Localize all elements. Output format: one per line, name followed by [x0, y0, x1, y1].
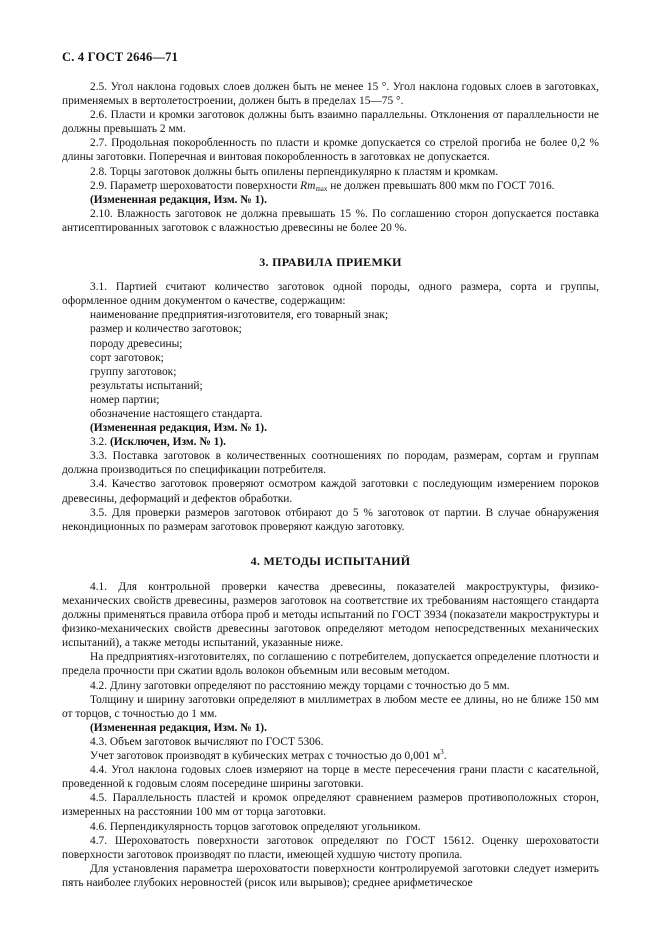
clause-2-9 — [62, 179, 599, 193]
list-item: результаты испытаний; — [90, 379, 203, 392]
roughness-symbol: Rm — [300, 179, 316, 192]
clause-4-7: 4.7. Шероховатость поверхности заготовок определяют по ГОСТ 15612. Оценку шероховатости поверхности заготовок производят по пласти, имеющей худшую чистоту пропила. — [62, 834, 599, 861]
clause-4-1: 4.1. Для контрольной проверки качества древесины, показателей макроструктуры, физико-механических свойств древесины, размеров заготовок на соответствие их требованиям настоящего стандарта должны применяться правила отбора проб и методы испытаний по ГОСТ 3934 (показатели макроструктуры и физико-механических свойств древесины заготовок определяют методом непосредственных механических испытаний), а также методы испытаний, указанные ниже. — [62, 580, 599, 650]
clause-4-3-period: . — [443, 750, 447, 763]
clause-3-3: 3.3. Поставка заготовок в количественных соотношениях по породам, размерам, сортам и группам должна производиться по спецификации потребителя. — [62, 450, 599, 477]
clause-3-4: 3.4. Качество заготовок проверяют осмотром каждой заготовки с последующим измерением пороков древесины, деформаций и дефектов обработки. — [62, 478, 599, 505]
clause-3-1: 3.1. Партией считают количество заготовок одной породы, одного размера, сорта и группы, оформленное одним документом о качестве, содержащим: — [62, 281, 599, 308]
clause-4-2-paragraph-2: Толщину и ширину заготовки определяют в миллиметрах в любом месте ее длины, но не ближе 150 мм от торцов, с точностью до 1 мм. — [62, 693, 599, 720]
clause-2-6: 2.6. Пласти и кромки заготовок должны быть взаимно параллельны. Отклонения от параллельности не должны превышать 2 мм. — [62, 109, 599, 136]
cubic-superscript: 3 — [440, 748, 444, 757]
clause-3-1-edit-note: (Измененная редакция, Изм. № 1). — [90, 422, 267, 435]
clause-4-5: 4.5. Параллельность пластей и кромок определяют сравнением размеров противоположных сторон, измеренных на расстоянии 100 мм от торца заготовки. — [62, 792, 599, 819]
clause-2-10: 2.10. Влажность заготовок не должна превышать 15 %. По соглашению сторон допускается поставка антисептированных заготовок с влажностью древесины не более 20 %. — [62, 207, 599, 234]
section-3-title: 3. ПРАВИЛА ПРИЕМКИ — [259, 255, 402, 270]
list-item: сорт заготовок; — [90, 351, 164, 364]
clause-3-2-excluded-note: (Исключен, Изм. № 1). — [109, 436, 226, 449]
clause-2-9-edit-note: (Измененная редакция, Изм. № 1). — [90, 193, 267, 206]
clause-3-2-number: 3.2. — [90, 436, 110, 449]
clause-4-4: 4.4. Угол наклона годовых слоев измеряют на торце в месте пересечения грани пласти с касательной, проведенной к годовым слоям посередине ширины заготовки. — [62, 764, 599, 791]
list-item: группу заготовок; — [90, 365, 177, 378]
clause-2-9-text-a: 2.9. Параметр шероховатости поверхности — [90, 179, 301, 192]
list-item: обозначение настоящего стандарта. — [90, 407, 263, 420]
clause-2-8: 2.8. Торцы заготовок должны быть опилены перпендикулярно к пластям и кромкам. — [90, 165, 499, 178]
clause-4-1-paragraph-2: На предприятиях-изготовителях, по соглашению с потребителем, допускается определение плотности и предела прочности при сжатии вдоль волокон объемным или весовым методом. — [62, 651, 599, 678]
clause-4-7-paragraph-2: Для установления параметра шероховатости поверхности контролируемой заготовки следует измерить пять наиболее глубоких неровностей (рисок или вырывов); среднее арифметическое — [62, 862, 599, 889]
list-item: размер и количество заготовок; — [90, 323, 242, 336]
list-item: наименование предприятия-изготовителя, его товарный знак; — [90, 309, 389, 322]
clause-4-3-text: Учет заготовок производят в кубических метрах с точностью до 0,001 м — [90, 750, 441, 763]
clause-2-7: 2.7. Продольная покоробленность по пласти и кромке допускается со стрелой прогиба не более 0,2 % длины заготовки. Поперечная и винтовая покоробленность в заготовках не допускается. — [62, 137, 599, 164]
document-body — [62, 80, 599, 890]
clause-4-3-paragraph-2 — [62, 749, 599, 763]
page-header: С. 4 ГОСТ 2646—71 — [62, 50, 179, 64]
clause-4-2: 4.2. Длину заготовки определяют по расстоянию между торцами с точностью до 5 мм. — [90, 679, 510, 692]
list-item: породу древесины; — [90, 337, 183, 350]
clause-4-3: 4.3. Объем заготовок вычисляют по ГОСТ 5306. — [90, 735, 324, 748]
clause-3-2 — [62, 435, 599, 449]
clause-4-2-edit-note: (Измененная редакция, Изм. № 1). — [90, 721, 267, 734]
clause-2-9-text-b: не должен превышать 800 мкм по ГОСТ 7016. — [327, 179, 555, 192]
clause-4-6: 4.6. Перпендикулярность торцов заготовок определяют угольником. — [90, 820, 421, 833]
clause-2-5: 2.5. Угол наклона годовых слоев должен быть не менее 15 °. Угол наклона годовых слоев в заготовках, применяемых в вертолетостроении, должен быть в пределах 15—75 °. — [62, 81, 599, 108]
list-item: номер партии; — [90, 393, 160, 406]
roughness-subscript: max — [315, 184, 328, 193]
clause-3-5: 3.5. Для проверки размеров заготовок отбирают до 5 % заготовок от партии. В случае обнаружения некондиционных по размерам заготовок проверяют каждую заготовку. — [62, 506, 599, 533]
section-4-title: 4. МЕТОДЫ ИСПЫТАНИЙ — [250, 553, 411, 568]
